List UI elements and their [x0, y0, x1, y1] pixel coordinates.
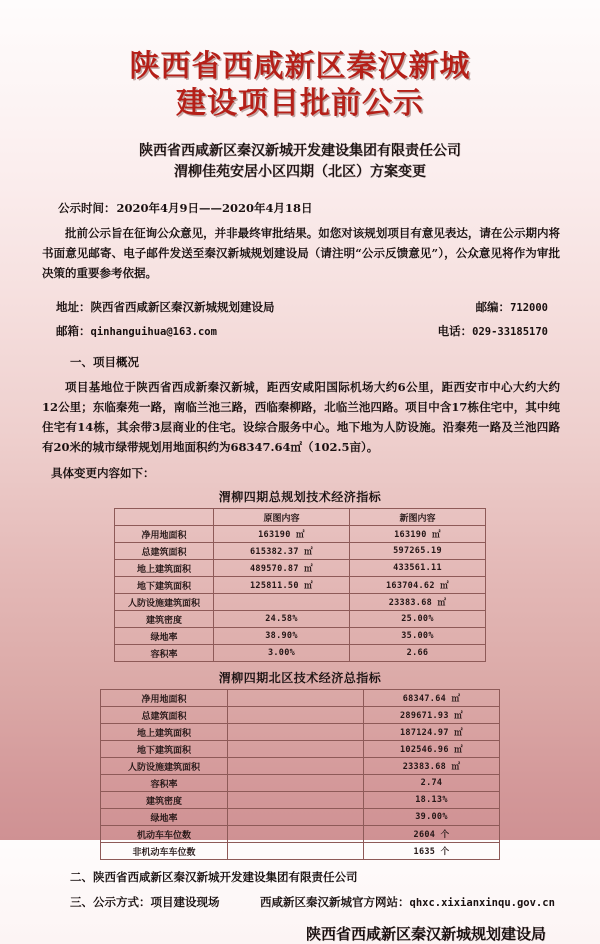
- indicator-value: [228, 775, 364, 792]
- notice-period: [28, 200, 572, 216]
- address-field: [56, 296, 275, 320]
- indicator-name: 容积率: [101, 775, 228, 792]
- indicator-value: 289671.93 ㎡: [364, 707, 500, 724]
- indicator-value: 38.90%: [214, 628, 350, 645]
- subtitle-line2: 渭柳佳苑安居小区四期（北区）方案变更: [174, 164, 426, 180]
- indicator-value: [228, 758, 364, 775]
- indicator-value: 23383.68 ㎡: [350, 594, 486, 611]
- table1-title: 渭柳四期总规划技术经济指标: [218, 490, 382, 504]
- indicator-value: [228, 724, 364, 741]
- table-row: [101, 809, 500, 826]
- indicator-value: 163190 ㎡: [214, 526, 350, 543]
- indicator-name: 容积率: [115, 645, 214, 662]
- phone-field: [438, 320, 558, 344]
- indicator-value: [228, 809, 364, 826]
- indicator-name: 净用地面积: [101, 690, 228, 707]
- contact-block: [28, 296, 572, 344]
- changes-lead-in: 具体变更内容如下：: [51, 466, 155, 480]
- table2-title: 渭柳四期北区技术经济总指标: [218, 671, 382, 685]
- table-row: [115, 543, 486, 560]
- publicity-method: 三、公示方式：项目建设现场: [70, 895, 220, 909]
- table-row: [115, 526, 486, 543]
- table-row: [115, 577, 486, 594]
- table1-header-cell: [115, 509, 214, 526]
- email-label: 邮箱：: [56, 324, 91, 338]
- indicator-value: 433561.11: [350, 560, 486, 577]
- table-row: [101, 741, 500, 758]
- indicator-value: 489570.87 ㎡: [214, 560, 350, 577]
- address-label: 地址：: [56, 300, 91, 314]
- indicator-value: [228, 843, 364, 860]
- indicator-value: 615382.37 ㎡: [214, 543, 350, 560]
- overview-heading: 一、项目概况: [70, 355, 139, 369]
- table1-indicators: [114, 508, 486, 662]
- website-label: 西咸新区秦汉新城官方网站：: [260, 895, 410, 909]
- indicator-name: 建筑密度: [101, 792, 228, 809]
- indicator-name: 机动车车位数: [101, 826, 228, 843]
- indicator-value: 163704.62 ㎡: [350, 577, 486, 594]
- postcode-value: 712000: [510, 302, 548, 314]
- table-row: [115, 645, 486, 662]
- indicator-value: 125811.50 ㎡: [214, 577, 350, 594]
- table-block-north: [28, 666, 572, 860]
- notice-period-value: 2020年4月9日——2020年4月18日: [116, 201, 313, 215]
- indicator-value: [228, 792, 364, 809]
- indicator-value: 187124.97 ㎡: [364, 724, 500, 741]
- table1-header-cell: 原图内容: [214, 509, 350, 526]
- indicator-value: [228, 741, 364, 758]
- table-row: [115, 594, 486, 611]
- email-value[interactable]: qinhanguihua@163.com: [90, 326, 217, 338]
- indicator-value: 25.00%: [350, 611, 486, 628]
- table-row: [115, 611, 486, 628]
- notice-period-label: 公示时间：: [58, 201, 116, 215]
- indicator-value: 3.00%: [214, 645, 350, 662]
- indicator-value: 163190 ㎡: [350, 526, 486, 543]
- table-row: [115, 560, 486, 577]
- indicator-name: 非机动车车位数: [101, 843, 228, 860]
- table-block-overall: [28, 485, 572, 662]
- indicator-value: 102546.96 ㎡: [364, 741, 500, 758]
- phone-value: 029-33185170: [472, 326, 548, 338]
- postcode-field: [476, 296, 558, 320]
- indicator-name: 地下建筑面积: [115, 577, 214, 594]
- indicator-name: 净用地面积: [115, 526, 214, 543]
- table1-header-cell: 新图内容: [350, 509, 486, 526]
- indicator-value: 597265.19: [350, 543, 486, 560]
- indicator-value: 24.58%: [214, 611, 350, 628]
- notice-body: 批前公示旨在征询公众意见，并非最终审批结果。如您对该规划项目有意见表达，请在公示期内将书面意见邮寄、电子邮件发送至秦汉新城规划建设局（请注明“公示反馈意见”），公众意见将作为审批决策的重要参考依据。: [42, 226, 560, 280]
- address-value: 陕西省西咸新区秦汉新城规划建设局: [90, 300, 275, 314]
- table-row: [101, 758, 500, 775]
- table-row: [101, 707, 500, 724]
- overview-body: 项目基地位于陕西省西成新秦汉新城，距西安咸阳国际机场大约6公里，距西安市中心大约大约12公里；东临秦苑一路，南临兰池三路，西临秦柳路，北临兰池四路。项目中含17栋住宅中，其中纯住宅有14栋，其余带3层商业的住宅。设综合服务中心。地下地为人防设施。沿秦苑一路及兰池四路有20米的城市绿带规划用地面积约为68347.64㎡（102.5亩）。: [42, 380, 560, 454]
- indicator-name: 建筑密度: [115, 611, 214, 628]
- table-row: [101, 724, 500, 741]
- project-subtitle: [28, 141, 572, 183]
- indicator-value: 68347.64 ㎡: [364, 690, 500, 707]
- indicator-value: 35.00%: [350, 628, 486, 645]
- table-row: [101, 690, 500, 707]
- indicator-name: 人防设施建筑面积: [115, 594, 214, 611]
- indicator-value: 2604 个: [364, 826, 500, 843]
- phone-label: 电话：: [437, 324, 473, 338]
- official-website: [260, 894, 555, 910]
- indicator-name: 总建筑面积: [101, 707, 228, 724]
- indicator-value: 18.13%: [364, 792, 500, 809]
- page-title: [28, 0, 572, 122]
- website-value[interactable]: qhxc.xixianxinqu.gov.cn: [409, 897, 555, 909]
- subtitle-line1: 陕西省西咸新区秦汉新城开发建设集团有限责任公司: [139, 143, 461, 159]
- indicator-value: 23383.68 ㎡: [364, 758, 500, 775]
- table1-header-row: [115, 509, 486, 526]
- table-row: [101, 775, 500, 792]
- indicator-value: 39.00%: [364, 809, 500, 826]
- indicator-value: 1635 个: [364, 843, 500, 860]
- page-title-line1: 陕西省西咸新区秦汉新城: [129, 49, 471, 84]
- table-row: [101, 843, 500, 860]
- footer-item-applicant: 二、陕西省西咸新区秦汉新城开发建设集团有限责任公司: [70, 870, 358, 884]
- indicator-name: 地上建筑面积: [101, 724, 228, 741]
- contact-row-email: [56, 320, 558, 344]
- postcode-label: 邮编：: [475, 300, 511, 314]
- contact-row-address: [56, 296, 558, 320]
- indicator-value: 2.74: [364, 775, 500, 792]
- indicator-name: 绿地率: [101, 809, 228, 826]
- email-field: [56, 320, 217, 344]
- footer-item-method: [28, 894, 572, 910]
- indicator-name: 总建筑面积: [115, 543, 214, 560]
- indicator-name: 地上建筑面积: [115, 560, 214, 577]
- indicator-value: [214, 594, 350, 611]
- table-row: [115, 628, 486, 645]
- indicator-value: [228, 690, 364, 707]
- table-row: [101, 792, 500, 809]
- indicator-name: 人防设施建筑面积: [101, 758, 228, 775]
- issuing-authority: 陕西省西咸新区秦汉新城规划建设局: [305, 925, 546, 943]
- table2-indicators: [100, 689, 500, 860]
- indicator-name: 地下建筑面积: [101, 741, 228, 758]
- indicator-value: [228, 707, 364, 724]
- page-title-line2: 建设项目批前公示: [176, 86, 424, 121]
- indicator-name: 绿地率: [115, 628, 214, 645]
- indicator-value: 2.66: [350, 645, 486, 662]
